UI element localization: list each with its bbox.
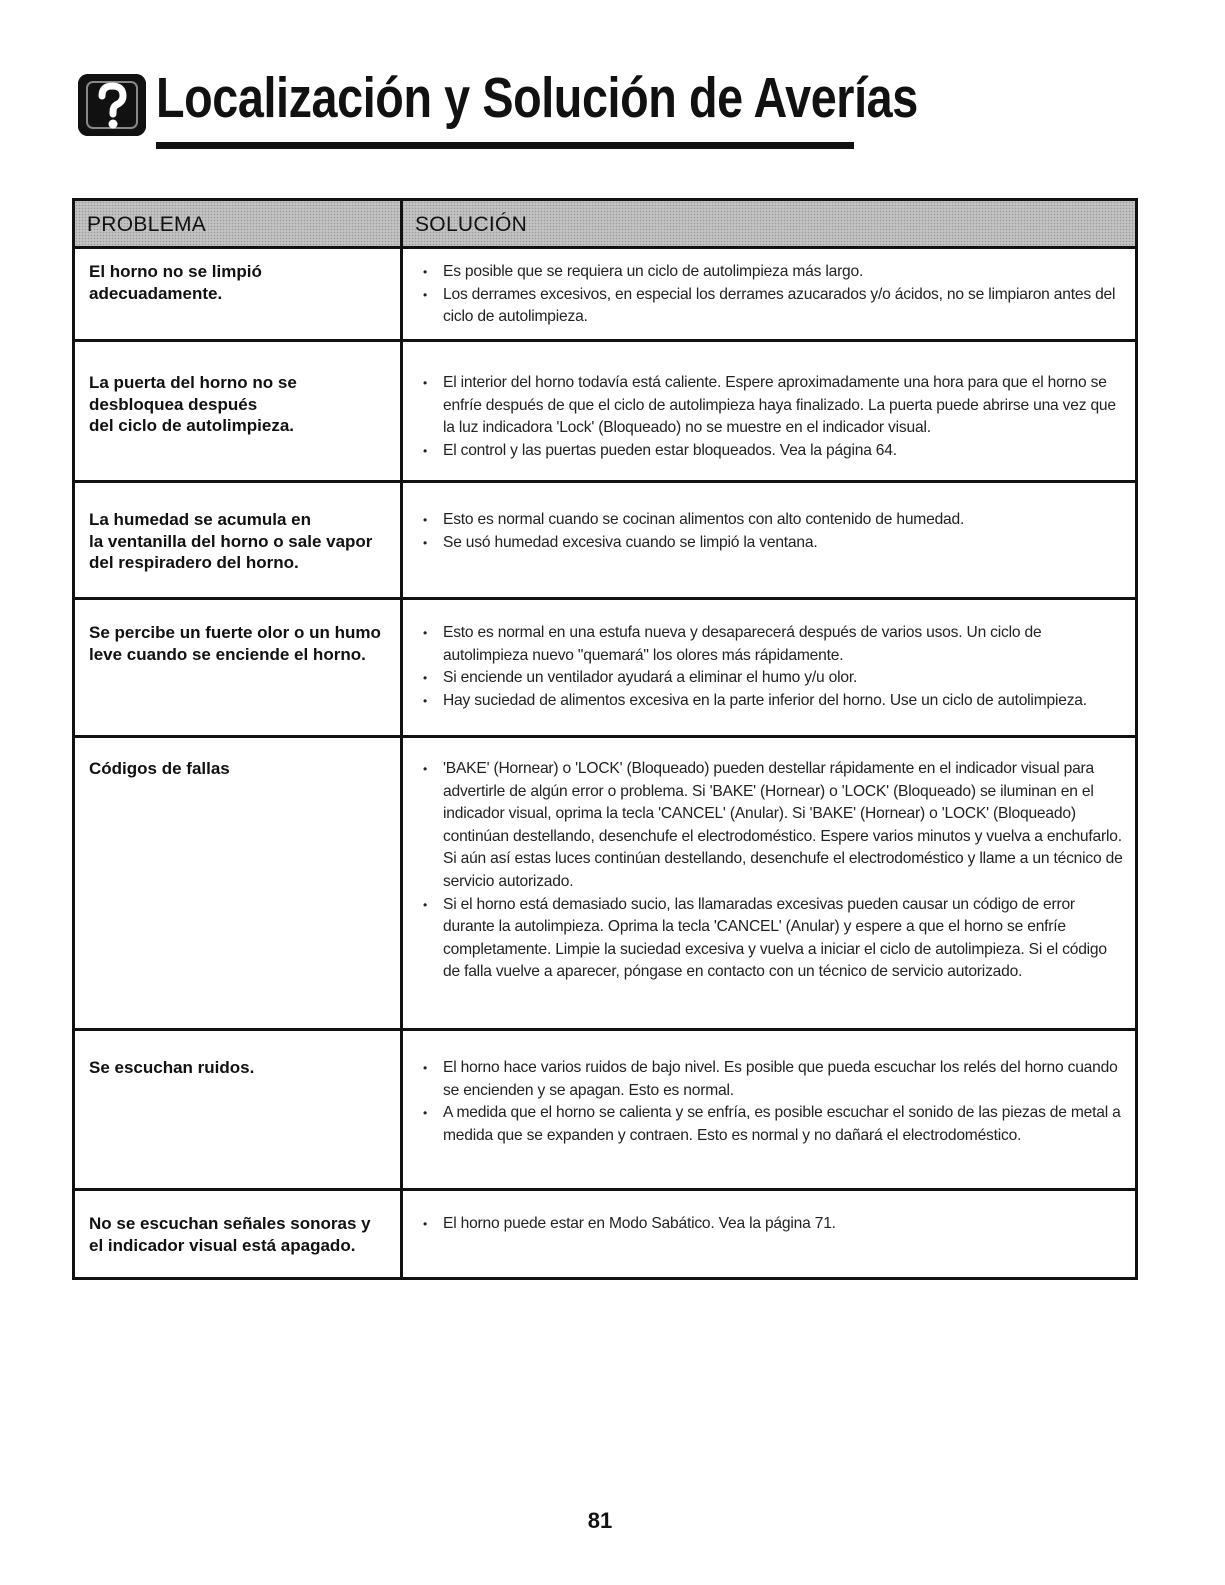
- problem-cell: Códigos de fallas: [75, 738, 403, 1028]
- bullet-icon: •: [423, 443, 428, 458]
- solution-list: [403, 249, 1135, 329]
- solution-list: [403, 1191, 1135, 1236]
- column-header-problem: PROBLEMA: [75, 201, 403, 246]
- solution-item: • El horno puede estar en Modo Sabático. Vea la página 71.: [423, 1213, 1125, 1236]
- solution-item: • El interior del horno todavía está caliente. Espere aproximadamente una hora para que el horno se enfríe después de que el ciclo de autolimpieza haya finalizado. La puerta puede abrirse una vez que la luz indicadora 'Lock' (Bloqueado) no se muestre en el indicador visual.: [423, 374, 1116, 437]
- problem-cell: No se escuchan señales sonoras y el indicador visual está apagado.: [75, 1191, 403, 1277]
- solution-item: • A medida que el horno se calienta y se enfría, es posible escuchar el sonido de las piezas de metal a medida que se expanden y contraen. Esto es normal y no dañará el electrodoméstico.: [423, 1104, 1121, 1144]
- problem-cell: El horno no se limpió adecuadamente.: [75, 249, 403, 339]
- solution-item: • Esto es normal en una estufa nueva y desaparecerá después de varios usos. Un ciclo de autolimpieza nuevo "quemará" los olores más rápidamente.: [423, 624, 1042, 664]
- solution-item: • Esto es normal cuando se cocinan alimentos con alto contenido de humedad.: [423, 509, 1125, 532]
- solution-item: • Si el horno está demasiado sucio, las llamaradas excesivas pueden causar un código de error durante la autolimpieza. Oprima la tecla 'CANCEL' (Anular) y espere a que el horno se enfríe completamente. Limpie la suciedad excesiva y vuelva a iniciar el ciclo de autolimpieza. Si el código de falla vuelve a aparecer, póngase en contacto con un técnico de servicio autorizado.: [423, 895, 1107, 981]
- table-row: [75, 1031, 1135, 1191]
- bullet-icon: •: [423, 535, 428, 550]
- page-header: [74, 62, 918, 152]
- solution-item: • Hay suciedad de alimentos excesiva en la parte inferior del horno. Use un ciclo de autolimpieza.: [423, 690, 1125, 713]
- solution-item: • El control y las puertas pueden estar bloqueados. Vea la página 64.: [423, 440, 1125, 463]
- solution-list: [403, 342, 1135, 462]
- bullet-icon: •: [423, 287, 428, 302]
- bullet-icon: •: [423, 626, 428, 640]
- page-number: 81: [587, 1508, 613, 1533]
- table-row: [75, 1191, 1135, 1277]
- troubleshooting-table: [72, 198, 1138, 1280]
- table-row: [75, 600, 1135, 738]
- solution-list: [403, 483, 1135, 554]
- solution-item: • El horno hace varios ruidos de bajo nivel. Es posible que pueda escuchar los relés del horno cuando se encienden y se apagan. Esto es normal.: [423, 1059, 1118, 1099]
- table-row: [75, 249, 1135, 342]
- column-header-solution: SOLUCIÓN: [415, 213, 528, 236]
- solution-list: [403, 600, 1135, 712]
- bullet-icon: •: [423, 671, 428, 686]
- table-row: [75, 738, 1135, 1031]
- table-row: [75, 483, 1135, 600]
- title-underline: [156, 142, 854, 149]
- bullet-icon: •: [423, 265, 428, 279]
- solution-item: • 'BAKE' (Hornear) o 'LOCK' (Bloqueado) pueden destellar rápidamente en el indicador visual para advertirle de algún error o problema. Si 'BAKE' (Hornear) o 'LOCK' (Bloqueado) se iluminan en el indicador visual, oprima la tecla 'CANCEL' (Anular). Si 'BAKE' (Hornear) o 'LOCK' (Bloqueado) continúan destellando, desenchufe el electrodoméstico. Espere varios minutos y vuelva a enchufarlo. Si aún así estas luces continúan destellando, desenchufe el electrodoméstico y llame a un técnico de servicio autorizado.: [423, 760, 1123, 890]
- problem-cell: Se escuchan ruidos.: [75, 1031, 403, 1188]
- solution-list: [403, 1031, 1135, 1147]
- bullet-icon: •: [423, 1061, 428, 1075]
- bullet-icon: •: [423, 762, 428, 776]
- solution-item: • Es posible que se requiera un ciclo de autolimpieza más largo.: [423, 261, 1125, 284]
- solution-item: • Se usó humedad excesiva cuando se limpió la ventana.: [423, 532, 1125, 555]
- table-row: [75, 342, 1135, 483]
- table-header-row: [75, 201, 1135, 249]
- question-mark-icon: [78, 74, 146, 136]
- solution-list: [403, 738, 1135, 984]
- solution-item: • Si enciende un ventilador ayudará a eliminar el humo y/u olor.: [423, 667, 1125, 690]
- page-title: Localización y Solución de Averías: [156, 66, 918, 130]
- bullet-icon: •: [423, 513, 428, 527]
- solution-item: • Los derrames excesivos, en especial los derrames azucarados y/o ácidos, no se limpiaron antes del ciclo de autolimpieza.: [423, 285, 1116, 326]
- bullet-icon: •: [423, 376, 428, 390]
- bullet-icon: •: [423, 897, 428, 912]
- problem-cell: La humedad se acumula en la ventanilla del horno o sale vapor del respiradero del horno.: [75, 483, 403, 597]
- bullet-icon: •: [423, 693, 428, 708]
- bullet-icon: •: [423, 1217, 428, 1231]
- problem-cell: Se percibe un fuerte olor o un humo leve cuando se enciende el horno.: [75, 600, 403, 735]
- problem-cell: La puerta del horno no se desbloquea después del ciclo de autolimpieza.: [75, 342, 403, 480]
- bullet-icon: •: [423, 1106, 428, 1121]
